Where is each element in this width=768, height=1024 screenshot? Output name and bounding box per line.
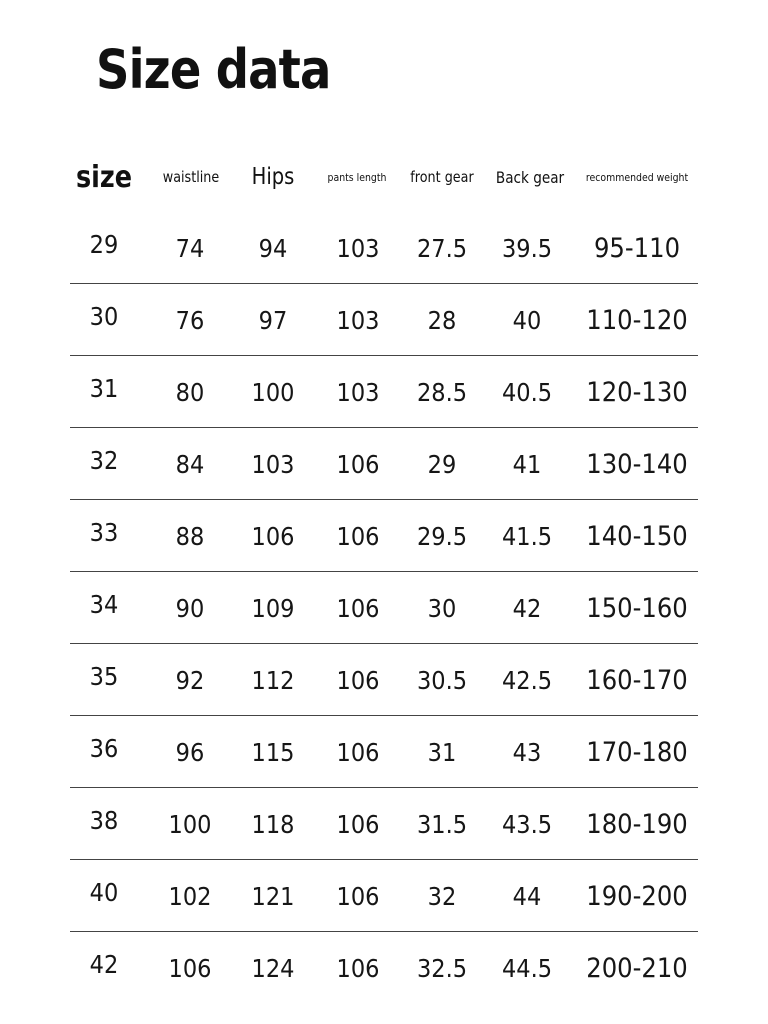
cell-recommended-weight-text: 140-150 xyxy=(586,520,688,552)
cell-waistline xyxy=(174,716,206,788)
cell-pants-length-text: 106 xyxy=(336,593,380,623)
cell-recommended-weight xyxy=(589,212,685,284)
cell-pants-length-text: 103 xyxy=(336,377,380,407)
cell-size xyxy=(88,640,120,712)
cell-front-gear xyxy=(426,284,458,356)
cell-recommended-weight xyxy=(581,284,694,356)
cell-size xyxy=(88,496,120,568)
cell-pants-length-text: 106 xyxy=(336,665,380,695)
cell-recommended-weight-text: 170-180 xyxy=(586,736,688,768)
cell-hips xyxy=(249,356,297,428)
cell-pants-length xyxy=(334,428,382,500)
cell-size-text: 31 xyxy=(89,373,119,403)
cell-hips-text: 103 xyxy=(251,449,295,479)
cell-front-gear-text: 31 xyxy=(427,737,457,767)
cell-hips-text: 100 xyxy=(251,377,295,407)
cell-back-gear-text: 42 xyxy=(512,593,542,623)
cell-recommended-weight-text: 180-190 xyxy=(586,808,688,840)
cell-pants-length xyxy=(334,932,382,1004)
column-header-pants-length xyxy=(322,150,391,204)
cell-front-gear xyxy=(414,500,470,572)
cell-pants-length-text: 106 xyxy=(336,881,380,911)
table-row xyxy=(70,356,698,428)
cell-front-gear xyxy=(426,428,458,500)
cell-pants-length xyxy=(334,284,382,356)
cell-size-text: 30 xyxy=(89,301,119,331)
cell-back-gear-text: 43.5 xyxy=(501,809,553,839)
cell-front-gear-text: 29 xyxy=(427,449,457,479)
cell-waistline xyxy=(174,284,206,356)
cell-hips xyxy=(249,716,297,788)
table-row xyxy=(70,644,698,716)
cell-hips xyxy=(249,644,297,716)
cell-size-text: 38 xyxy=(89,805,119,835)
table-row xyxy=(70,932,698,1004)
cell-recommended-weight-text: 130-140 xyxy=(586,448,688,480)
cell-back-gear-text: 39.5 xyxy=(501,233,553,263)
cell-waistline xyxy=(174,500,206,572)
cell-size-text: 34 xyxy=(89,589,119,619)
cell-size xyxy=(88,856,120,928)
table-row xyxy=(70,572,698,644)
cell-size-text: 40 xyxy=(89,877,119,907)
cell-recommended-weight-text: 160-170 xyxy=(586,664,688,696)
cell-hips xyxy=(257,212,289,284)
cell-pants-length-text: 106 xyxy=(336,521,380,551)
cell-back-gear-text: 40.5 xyxy=(501,377,553,407)
cell-hips-text: 106 xyxy=(251,521,295,551)
cell-hips-text: 124 xyxy=(251,953,295,983)
column-header-hips-label: Hips xyxy=(251,164,295,190)
cell-recommended-weight xyxy=(581,356,694,428)
cell-pants-length xyxy=(334,860,382,932)
cell-size-text: 32 xyxy=(89,445,119,475)
cell-size xyxy=(88,352,120,424)
column-header-back-gear xyxy=(490,150,570,204)
cell-size xyxy=(88,928,120,1000)
table-row xyxy=(70,284,698,356)
cell-recommended-weight xyxy=(581,788,694,860)
cell-front-gear-text: 31.5 xyxy=(416,809,468,839)
cell-pants-length xyxy=(334,212,382,284)
cell-hips-text: 97 xyxy=(258,305,288,335)
cell-waistline xyxy=(174,428,206,500)
cell-front-gear xyxy=(426,860,458,932)
table-row xyxy=(70,428,698,500)
cell-pants-length-text: 106 xyxy=(336,953,380,983)
cell-waistline-text: 80 xyxy=(175,377,205,407)
column-header-front-gear-label: front gear xyxy=(410,168,474,186)
cell-size-text: 33 xyxy=(89,517,119,547)
cell-back-gear xyxy=(499,500,555,572)
column-header-recommended-weight xyxy=(577,150,697,204)
cell-front-gear xyxy=(414,788,470,860)
cell-waistline xyxy=(174,212,206,284)
cell-back-gear xyxy=(499,644,555,716)
cell-recommended-weight xyxy=(581,500,694,572)
cell-recommended-weight xyxy=(581,644,694,716)
cell-hips-text: 121 xyxy=(251,881,295,911)
cell-size xyxy=(88,568,120,640)
cell-size xyxy=(88,280,120,352)
column-header-waistline xyxy=(158,150,224,204)
cell-pants-length xyxy=(334,788,382,860)
cell-waistline xyxy=(166,932,214,1004)
cell-waistline xyxy=(174,572,206,644)
cell-front-gear xyxy=(414,932,470,1004)
cell-pants-length xyxy=(334,716,382,788)
cell-waistline-text: 84 xyxy=(175,449,205,479)
cell-back-gear-text: 41 xyxy=(512,449,542,479)
cell-size xyxy=(88,424,120,496)
cell-back-gear-text: 41.5 xyxy=(501,521,553,551)
cell-waistline xyxy=(166,860,214,932)
page-title: Size data xyxy=(96,38,331,101)
cell-waistline-text: 102 xyxy=(168,881,212,911)
cell-hips xyxy=(249,428,297,500)
table-row xyxy=(70,212,698,284)
cell-waistline xyxy=(174,356,206,428)
column-header-size xyxy=(71,150,137,204)
cell-recommended-weight xyxy=(581,932,694,1004)
cell-waistline-text: 74 xyxy=(175,233,205,263)
column-header-waistline-label: waistline xyxy=(162,168,220,186)
cell-pants-length-text: 106 xyxy=(336,449,380,479)
column-header-recommended-weight-label: recommended weight xyxy=(585,170,689,184)
table-row xyxy=(70,716,698,788)
cell-hips-text: 112 xyxy=(251,665,295,695)
cell-back-gear xyxy=(511,428,543,500)
cell-waistline-text: 88 xyxy=(175,521,205,551)
cell-pants-length-text: 103 xyxy=(336,233,380,263)
cell-pants-length xyxy=(334,572,382,644)
cell-size xyxy=(88,712,120,784)
cell-hips xyxy=(249,860,297,932)
cell-back-gear xyxy=(511,572,543,644)
cell-recommended-weight xyxy=(581,716,694,788)
cell-front-gear-text: 32.5 xyxy=(416,953,468,983)
cell-recommended-weight-text: 110-120 xyxy=(586,304,688,336)
cell-recommended-weight-text: 190-200 xyxy=(586,880,688,912)
cell-pants-length-text: 103 xyxy=(336,305,380,335)
cell-recommended-weight-text: 150-160 xyxy=(586,592,688,624)
cell-hips-text: 94 xyxy=(258,233,288,263)
column-header-front-gear xyxy=(405,150,480,204)
cell-pants-length xyxy=(334,356,382,428)
cell-size-text: 29 xyxy=(89,229,119,259)
cell-recommended-weight xyxy=(581,572,694,644)
cell-hips xyxy=(249,788,297,860)
cell-back-gear xyxy=(499,212,555,284)
cell-size-text: 36 xyxy=(89,733,119,763)
cell-waistline-text: 90 xyxy=(175,593,205,623)
cell-size xyxy=(88,208,120,280)
cell-back-gear-text: 40 xyxy=(512,305,542,335)
cell-back-gear xyxy=(511,860,543,932)
cell-front-gear-text: 30 xyxy=(427,593,457,623)
cell-hips xyxy=(249,500,297,572)
cell-size xyxy=(88,784,120,856)
table-row xyxy=(70,788,698,860)
cell-back-gear-text: 44 xyxy=(512,881,542,911)
cell-front-gear-text: 30.5 xyxy=(416,665,468,695)
cell-waistline-text: 100 xyxy=(168,809,212,839)
cell-back-gear-text: 44.5 xyxy=(501,953,553,983)
cell-waistline-text: 106 xyxy=(168,953,212,983)
cell-hips xyxy=(249,932,297,1004)
cell-size-text: 35 xyxy=(89,661,119,691)
cell-back-gear xyxy=(499,932,555,1004)
cell-front-gear xyxy=(414,212,470,284)
cell-hips xyxy=(257,284,289,356)
cell-back-gear-text: 43 xyxy=(512,737,542,767)
cell-hips xyxy=(249,572,297,644)
cell-hips-text: 109 xyxy=(251,593,295,623)
cell-front-gear xyxy=(414,644,470,716)
cell-waistline xyxy=(166,788,214,860)
cell-front-gear xyxy=(426,572,458,644)
cell-waistline-text: 92 xyxy=(175,665,205,695)
cell-hips-text: 118 xyxy=(251,809,295,839)
cell-recommended-weight xyxy=(581,428,694,500)
column-header-hips xyxy=(248,150,298,204)
column-header-pants-length-label: pants length xyxy=(327,170,387,184)
cell-front-gear xyxy=(426,716,458,788)
cell-recommended-weight-text: 200-210 xyxy=(586,952,688,984)
cell-pants-length-text: 106 xyxy=(336,737,380,767)
cell-waistline-text: 76 xyxy=(175,305,205,335)
cell-front-gear-text: 28.5 xyxy=(416,377,468,407)
cell-pants-length-text: 106 xyxy=(336,809,380,839)
cell-back-gear xyxy=(499,788,555,860)
size-table xyxy=(70,212,698,1004)
cell-back-gear xyxy=(511,284,543,356)
cell-hips-text: 115 xyxy=(251,737,295,767)
cell-recommended-weight-text: 95-110 xyxy=(593,232,681,264)
cell-front-gear-text: 27.5 xyxy=(416,233,468,263)
cell-pants-length xyxy=(334,644,382,716)
cell-size-text: 42 xyxy=(89,949,119,979)
table-row xyxy=(70,500,698,572)
column-header-size-label: size xyxy=(75,159,133,195)
cell-front-gear xyxy=(414,356,470,428)
cell-recommended-weight-text: 120-130 xyxy=(586,376,688,408)
cell-recommended-weight xyxy=(581,860,694,932)
cell-front-gear-text: 29.5 xyxy=(416,521,468,551)
cell-back-gear xyxy=(499,356,555,428)
cell-front-gear-text: 32 xyxy=(427,881,457,911)
column-header-back-gear-label: Back gear xyxy=(495,167,565,187)
cell-waistline-text: 96 xyxy=(175,737,205,767)
cell-front-gear-text: 28 xyxy=(427,305,457,335)
table-row xyxy=(70,860,698,932)
cell-waistline xyxy=(174,644,206,716)
cell-pants-length xyxy=(334,500,382,572)
cell-back-gear xyxy=(511,716,543,788)
cell-back-gear-text: 42.5 xyxy=(501,665,553,695)
